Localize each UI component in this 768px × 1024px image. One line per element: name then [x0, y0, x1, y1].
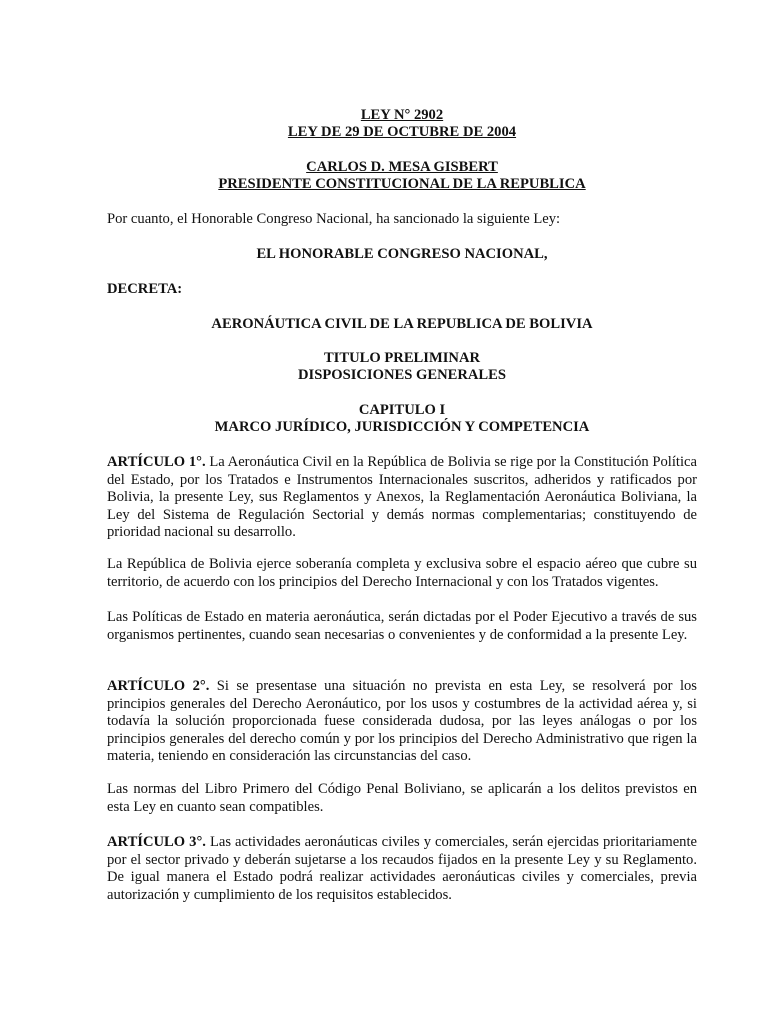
article-3-paragraph — [107, 834, 697, 904]
law-number-heading: LEY N° 2902 — [360, 107, 444, 123]
article-1-text: La Aeronáutica Civil en la República de Bolivia se rige por la Constitución Política del Estado, por los Tratados e Instrumentos Internacionales suscritos, adheridos y ratificados por Bolivia, la presente Ley, sus Reglamentos y Anexos, la Reglamentación Aeronáutica Boliviana, la Ley del Sistema de Regulación Sectorial y demás normas complementarias; constituyendo de prioridad nacional su desarrollo. — [107, 454, 697, 541]
congress-heading: EL HONORABLE CONGRESO NACIONAL, — [256, 246, 548, 262]
article-2-paragraph — [107, 678, 697, 766]
titulo-line1: TITULO PRELIMINAR — [323, 350, 481, 366]
preamble-text: Por cuanto, el Honorable Congreso Nacional, ha sancionado la siguiente Ley: — [107, 211, 561, 227]
article-2-label: ARTÍCULO 2°. — [107, 678, 210, 694]
article-1-label: ARTÍCULO 1°. — [107, 454, 206, 470]
titulo-line2: DISPOSICIONES GENERALES — [297, 367, 507, 383]
article-3-label: ARTÍCULO 3°. — [107, 834, 206, 850]
sovereignty-paragraph: La República de Bolivia ejerce soberanía completa y exclusiva sobre el espacio aéreo que cubre su territorio, de acuerdo con los principios del Derecho Internacional y con los Tratados vigentes. — [107, 556, 697, 590]
law-date-heading: LEY DE 29 DE OCTUBRE DE 2004 — [287, 124, 517, 140]
law-title-heading: AERONÁUTICA CIVIL DE LA REPUBLICA DE BOLIVIA — [211, 316, 593, 332]
capitulo-line2: MARCO JURÍDICO, JURISDICCIÓN Y COMPETENCIA — [214, 419, 590, 435]
president-name-heading: CARLOS D. MESA GISBERT — [306, 159, 498, 175]
president-title-heading: PRESIDENTE CONSTITUCIONAL DE LA REPUBLICA — [218, 176, 586, 192]
penal-code-paragraph: Las normas del Libro Primero del Código Penal Boliviano, se aplicarán a los delitos previstos en esta Ley en cuanto sean compatibles. — [107, 781, 697, 815]
article-1-paragraph — [107, 454, 697, 542]
article-2-text: Si se presentase una situación no prevista en esta Ley, se resolverá por los principios generales del Derecho Aeronáutico, por los usos y costumbres de la actividad aérea y, si todavía la solución proporcionada fuese considerada dudosa, por las leyes análogas o por los principios generales del derecho común y por los principios del Derecho Administrativo que rigen la materia, teniendo en consideración las circunstancias del caso. — [107, 678, 697, 765]
policies-paragraph: Las Políticas de Estado en materia aeronáutica, serán dictadas por el Poder Ejecutivo a través de sus organismos pertinentes, cuando sean necesarias o convenientes y de conformidad a la presente Ley. — [107, 609, 697, 643]
decreta-heading: DECRETA: — [107, 281, 183, 297]
article-3-text: Las actividades aeronáuticas civiles y comerciales, serán ejercidas prioritariamente por el sector privado y deberán sujetarse a los recaudos fijados en la presente Ley y su Reglamento. De igual manera el Estado podrá realizar actividades aeronáuticas civiles y comerciales, previa autorización y cumplimiento de los requisitos establecidos. — [107, 834, 697, 903]
capitulo-line1: CAPITULO I — [358, 402, 446, 418]
